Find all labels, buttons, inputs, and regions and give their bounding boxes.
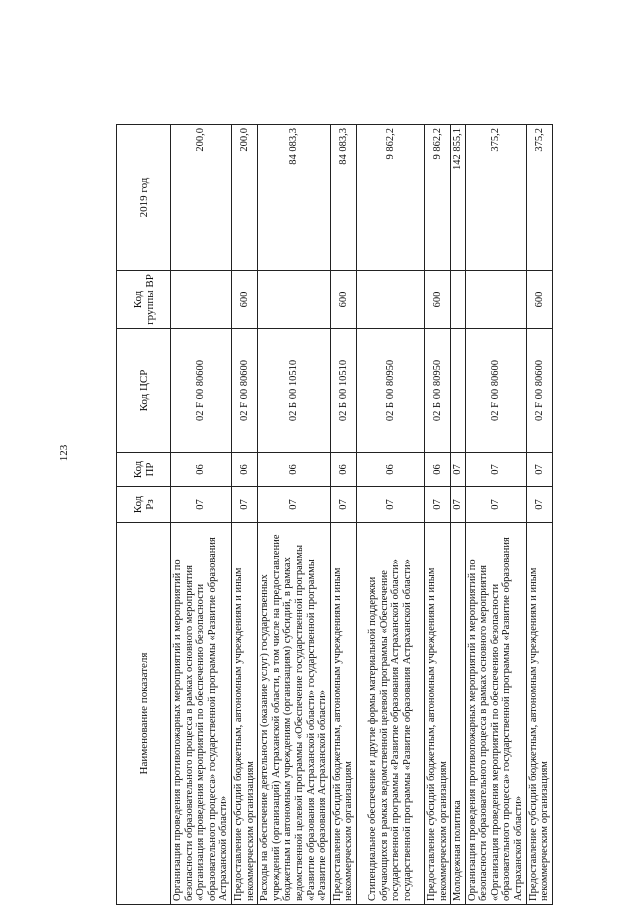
row-vr: 600 bbox=[526, 271, 552, 329]
row-pr: 06 bbox=[258, 453, 331, 487]
row-rz: 07 bbox=[424, 487, 450, 523]
table-row bbox=[258, 125, 331, 905]
row-rz: 07 bbox=[451, 487, 466, 523]
row-pr: 06 bbox=[356, 453, 424, 487]
row-name: Организация проведения противопожарных мероприятий и мероприятий по безопасности образовательного процесса в рамках основного мероприятия «Организация проведения мероприятий по обеспечению безопасности образовательного процесса» государственной программы «Развитие образования Астраханской области» bbox=[171, 523, 232, 905]
table-row bbox=[356, 125, 424, 905]
table-row bbox=[465, 125, 526, 905]
row-value: 9 862,2 bbox=[356, 125, 424, 271]
row-vr bbox=[171, 271, 232, 329]
row-pr: 06 bbox=[171, 453, 232, 487]
header-csr: Код ЦСР bbox=[117, 329, 171, 453]
row-csr: 02 Б 00 80950 bbox=[356, 329, 424, 453]
header-rz: Код Рз bbox=[117, 487, 171, 523]
table-row bbox=[424, 125, 450, 905]
row-pr: 07 bbox=[465, 453, 526, 487]
row-csr bbox=[451, 329, 466, 453]
row-vr: 600 bbox=[330, 271, 356, 329]
row-pr: 07 bbox=[526, 453, 552, 487]
row-rz: 07 bbox=[465, 487, 526, 523]
row-value: 375,2 bbox=[465, 125, 526, 271]
row-vr bbox=[258, 271, 331, 329]
row-name: Предоставление субсидий бюджетным, автономным учреждениям и иным некоммерческим организациям bbox=[231, 523, 257, 905]
row-name: Предоставление субсидий бюджетным, автономным учреждениям и иным некоммерческим организациям bbox=[424, 523, 450, 905]
row-csr: 02 Б 00 80950 bbox=[424, 329, 450, 453]
row-csr: 02 Б 00 10510 bbox=[258, 329, 331, 453]
table-header-row bbox=[117, 125, 171, 905]
row-pr: 07 bbox=[451, 453, 466, 487]
row-rz: 07 bbox=[258, 487, 331, 523]
row-rz: 07 bbox=[526, 487, 552, 523]
row-csr: 02 F 00 80600 bbox=[231, 329, 257, 453]
row-rz: 07 bbox=[356, 487, 424, 523]
row-value: 200,0 bbox=[171, 125, 232, 271]
row-value: 84 083,3 bbox=[330, 125, 356, 271]
row-rz: 07 bbox=[231, 487, 257, 523]
header-vr: Код группы ВР bbox=[117, 271, 171, 329]
page-number: 123 bbox=[58, 444, 70, 462]
row-value: 142 855,1 bbox=[451, 125, 466, 271]
row-name: Организация проведения противопожарных мероприятий и мероприятий по безопасности образовательного процесса в рамках основного мероприятия «Организация проведения мероприятий по обеспечению безопасности образовательного процесса» государственной программы «Развитие образования Астраханской области» bbox=[465, 523, 526, 905]
header-year: 2019 год bbox=[117, 125, 171, 271]
row-pr: 06 bbox=[231, 453, 257, 487]
row-vr bbox=[465, 271, 526, 329]
row-csr: 02 F 00 80600 bbox=[465, 329, 526, 453]
row-value: 375,2 bbox=[526, 125, 552, 271]
row-rz: 07 bbox=[330, 487, 356, 523]
row-value: 84 083,3 bbox=[258, 125, 331, 271]
header-pr: Код ПР bbox=[117, 453, 171, 487]
row-name: Расходы на обеспечение деятельности (оказание услуг) государственных учреждений (организаций) Астраханской области, в том числе на предоставление бюджетным и автономным учреждениям (организациям) субсидий, в рамках ведомственной целевой программы «Обеспечение государственной программы «Развитие образования Астраханской области» государственной программы «Развитие образования Астраханской области» bbox=[258, 523, 331, 905]
row-value: 9 862,2 bbox=[424, 125, 450, 271]
row-vr bbox=[356, 271, 424, 329]
table-row bbox=[231, 125, 257, 905]
row-name: Предоставление субсидий бюджетным, автономным учреждениям и иным некоммерческим организациям bbox=[526, 523, 552, 905]
table-row bbox=[330, 125, 356, 905]
row-csr: 02 F 00 80600 bbox=[526, 329, 552, 453]
row-vr bbox=[451, 271, 466, 329]
budget-table-sheet bbox=[116, 125, 551, 905]
header-name: Наименование показателя bbox=[117, 523, 171, 905]
row-name: Стипендиальное обеспечение и другие формы материальной поддержки обучающихся в рамках ведомственной целевой программы «Обеспечение государственной программы «Развитие образования Астраханской области» государственной программы «Развитие образования Астраханской области» bbox=[356, 523, 424, 905]
row-vr: 600 bbox=[231, 271, 257, 329]
budget-table bbox=[116, 124, 553, 905]
row-rz: 07 bbox=[171, 487, 232, 523]
row-name: Молодежная политика bbox=[451, 523, 466, 905]
table-row bbox=[526, 125, 552, 905]
row-value: 200,0 bbox=[231, 125, 257, 271]
row-vr: 600 bbox=[424, 271, 450, 329]
row-name: Предоставление субсидий бюджетным, автономным учреждениям и иным некоммерческим организациям bbox=[330, 523, 356, 905]
row-pr: 06 bbox=[330, 453, 356, 487]
row-csr: 02 F 00 80600 bbox=[171, 329, 232, 453]
table-row bbox=[171, 125, 232, 905]
row-pr: 06 bbox=[424, 453, 450, 487]
row-csr: 02 Б 00 10510 bbox=[330, 329, 356, 453]
table-row bbox=[451, 125, 466, 905]
